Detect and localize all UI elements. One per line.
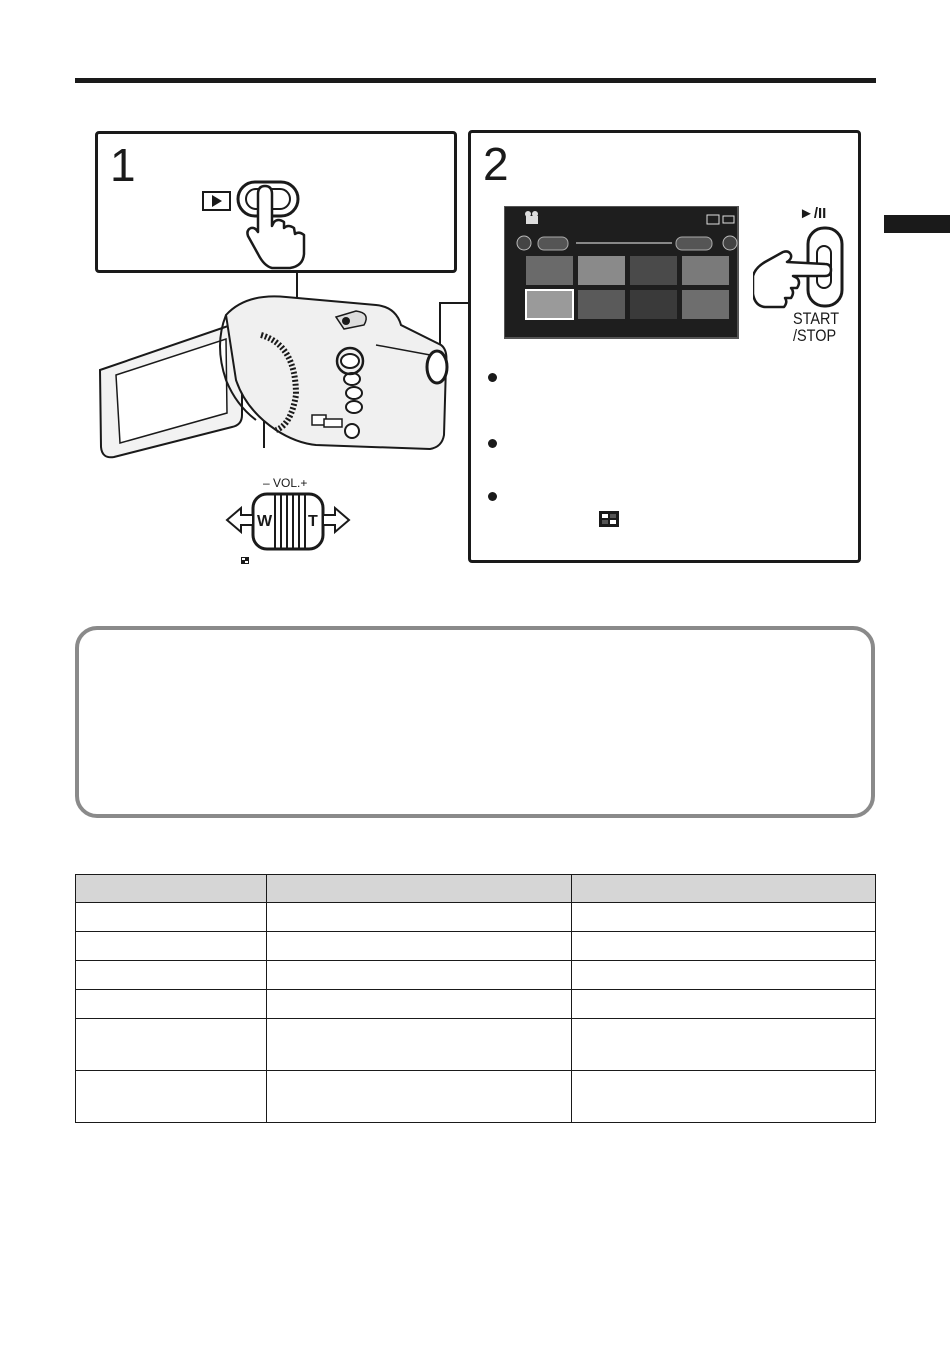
table-cell — [266, 990, 572, 1019]
step-number: 2 — [483, 138, 509, 190]
table-cell — [76, 1019, 267, 1071]
zoom-wide-arrow — [227, 508, 253, 532]
table-cell — [572, 1019, 876, 1071]
step-number: 1 — [110, 139, 136, 191]
table-cell — [572, 990, 876, 1019]
table-header-cell — [266, 875, 572, 903]
table-cell — [76, 903, 267, 932]
table-cell — [266, 1019, 572, 1071]
table-header-cell — [76, 875, 267, 903]
table-row — [76, 961, 876, 990]
table-header-row — [76, 875, 876, 903]
camcorder-illustration — [96, 285, 456, 465]
start-label: START — [793, 309, 840, 328]
vol-label: – VOL.+ — [263, 476, 308, 490]
table-row — [76, 1019, 876, 1071]
play-pause-label: ►/II — [799, 205, 827, 222]
zoom-lever-illustration — [225, 478, 355, 568]
table-cell — [266, 1071, 572, 1123]
start-stop-callout — [427, 351, 447, 383]
table-cell — [76, 1071, 267, 1123]
zoom-tele-arrow — [323, 508, 349, 532]
table-cell — [572, 932, 876, 961]
table-cell — [572, 903, 876, 932]
operation-table — [75, 874, 876, 1123]
table-cell — [76, 961, 267, 990]
note-box — [75, 626, 875, 818]
table-row — [76, 932, 876, 961]
stop-label: /STOP — [793, 326, 837, 345]
index-icon — [241, 557, 249, 564]
table-header-cell — [572, 875, 876, 903]
table-row — [76, 990, 876, 1019]
zoom-w-label: W — [257, 513, 273, 530]
table-cell — [266, 903, 572, 932]
table-cell — [266, 932, 572, 961]
table-row — [76, 903, 876, 932]
zoom-t-label: T — [308, 513, 318, 530]
table-cell — [76, 990, 267, 1019]
table-cell — [76, 932, 267, 961]
table-cell — [572, 961, 876, 990]
table-cell — [572, 1071, 876, 1123]
table-cell — [266, 961, 572, 990]
table-row — [76, 1071, 876, 1123]
